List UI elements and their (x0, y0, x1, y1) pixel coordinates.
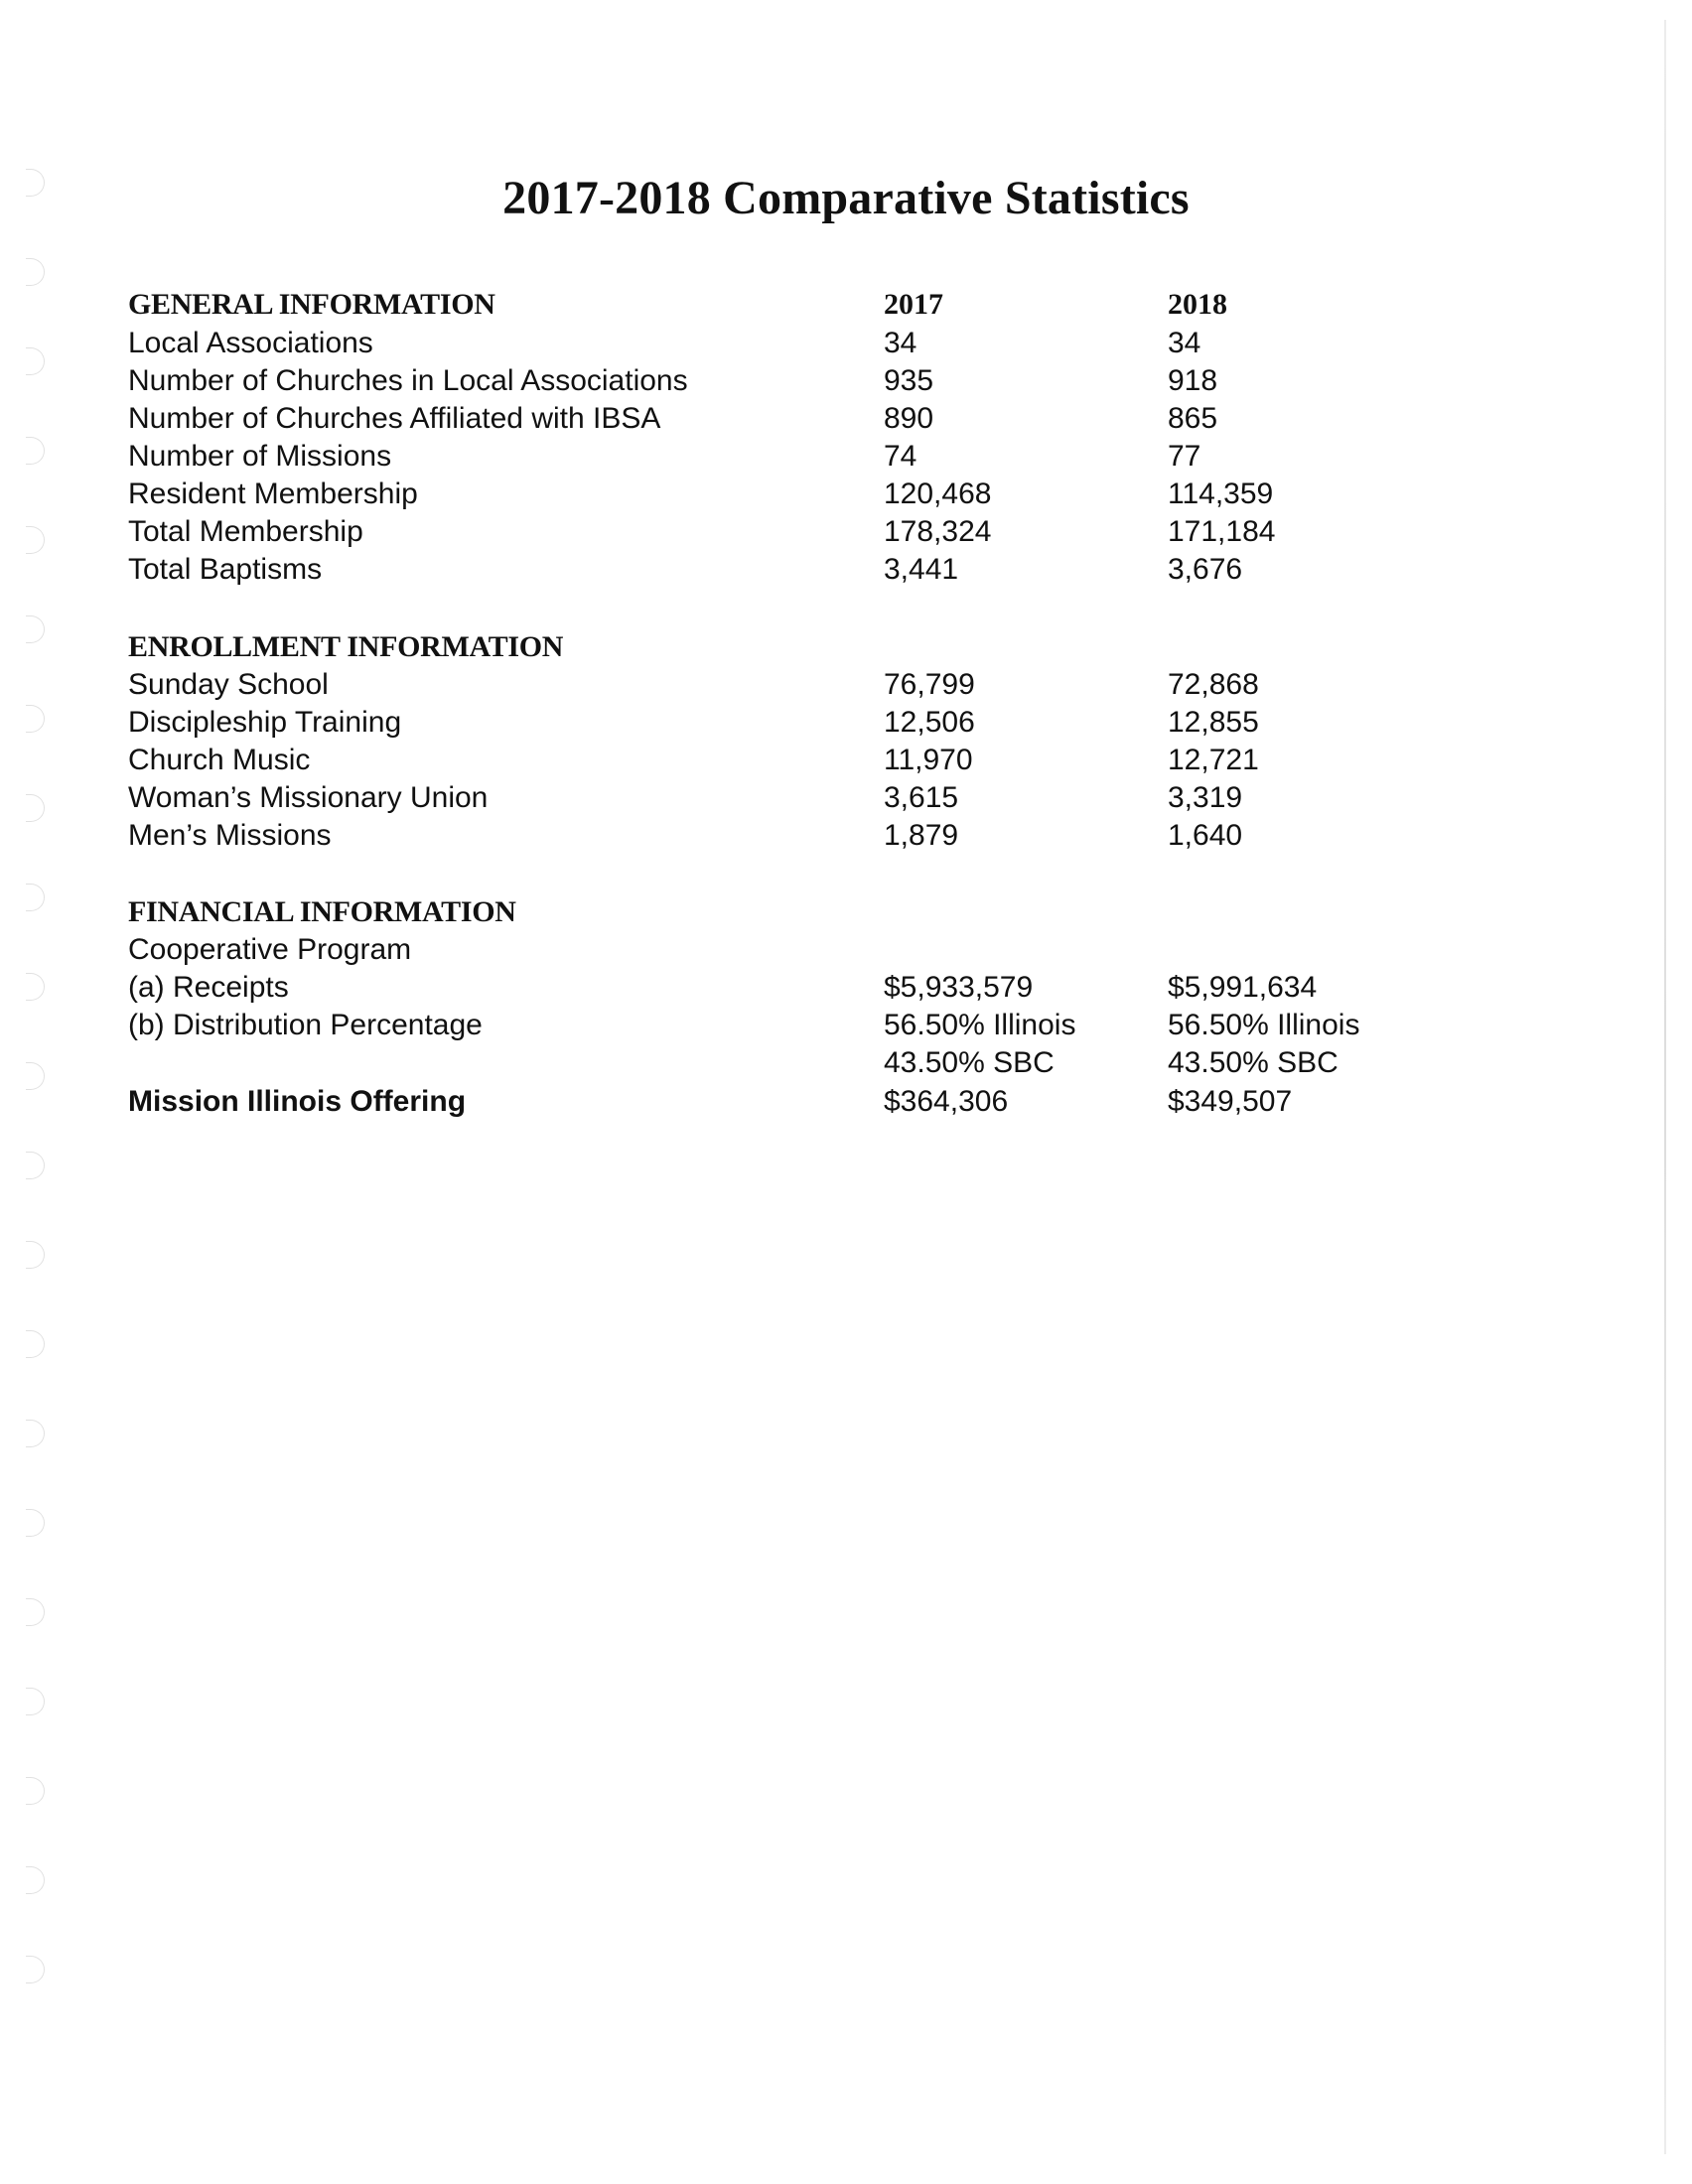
value-2017: 1,879 (884, 819, 959, 852)
row-label: (a) Receipts (128, 971, 289, 1004)
page-title: 2017-2018 Comparative Statistics (502, 172, 1190, 224)
table-row (0, 440, 1692, 478)
value-2018: 1,640 (1168, 819, 1243, 852)
table-row (0, 744, 1692, 781)
section-heading-enrollment: ENROLLMENT INFORMATION (128, 630, 564, 663)
value-2018: 114,359 (1168, 478, 1274, 510)
table-row (0, 933, 1692, 971)
punch-hole-mark (26, 1956, 45, 1983)
row-label: Number of Churches in Local Associations (128, 364, 688, 397)
punch-hole-mark (26, 1420, 45, 1447)
punch-hole-mark (26, 1509, 45, 1537)
table-row (0, 515, 1692, 553)
value-2018: $349,507 (1168, 1085, 1293, 1118)
punch-hole-mark (26, 884, 45, 911)
row-label: Church Music (128, 744, 311, 776)
row-label: Number of Missions (128, 440, 392, 473)
value-2018: 171,184 (1168, 515, 1276, 548)
value-2017: $364,306 (884, 1085, 1009, 1118)
value-2017: 3,441 (884, 553, 959, 586)
row-label: Mission Illinois Offering (128, 1085, 467, 1118)
table-row (0, 327, 1692, 364)
punch-hole-mark (26, 1688, 45, 1715)
punch-hole-mark (26, 1241, 45, 1269)
table-row (0, 364, 1692, 402)
value-2018: 12,721 (1168, 744, 1259, 776)
value-2018: 3,319 (1168, 781, 1243, 814)
value-2017: 120,468 (884, 478, 992, 510)
row-label: Local Associations (128, 327, 373, 359)
value-2017: 178,324 (884, 515, 992, 548)
value-2017: 43.50% SBC (884, 1046, 1055, 1079)
row-label: Discipleship Training (128, 706, 402, 739)
value-2018: 34 (1168, 327, 1201, 359)
value-2018: 72,868 (1168, 668, 1259, 701)
row-label: Number of Churches Affiliated with IBSA (128, 402, 661, 435)
value-2017: 74 (884, 440, 917, 473)
table-row (0, 1046, 1692, 1084)
value-2018: 12,855 (1168, 706, 1259, 739)
row-label: Resident Membership (128, 478, 418, 510)
value-2018: 3,676 (1168, 553, 1243, 586)
value-2017: 76,799 (884, 668, 975, 701)
table-row (0, 553, 1692, 591)
row-label: Sunday School (128, 668, 329, 701)
punch-hole-mark (26, 258, 45, 286)
column-header-2018: 2018 (1168, 288, 1227, 321)
table-row (0, 402, 1692, 440)
value-2018: 918 (1168, 364, 1218, 397)
row-label: Woman’s Missionary Union (128, 781, 489, 814)
value-2018: $5,991,634 (1168, 971, 1318, 1004)
table-row (0, 706, 1692, 744)
punch-hole-mark (26, 1777, 45, 1805)
column-header-2017: 2017 (884, 288, 943, 321)
table-row (0, 971, 1692, 1009)
value-2018: 77 (1168, 440, 1201, 473)
table-row (0, 668, 1692, 706)
row-label: Total Baptisms (128, 553, 323, 586)
value-2017: 3,615 (884, 781, 959, 814)
table-row (0, 1009, 1692, 1046)
value-2018: 865 (1168, 402, 1218, 435)
value-2017: 890 (884, 402, 934, 435)
punch-hole-mark (26, 1598, 45, 1626)
row-label: Men’s Missions (128, 819, 332, 852)
table-row (0, 478, 1692, 515)
value-2017: $5,933,579 (884, 971, 1034, 1004)
value-2018: 56.50% Illinois (1168, 1009, 1360, 1041)
punch-hole-mark (26, 615, 45, 643)
table-row (0, 1085, 1692, 1123)
row-label: Total Membership (128, 515, 363, 548)
table-row (0, 819, 1692, 857)
punch-hole-mark (26, 1866, 45, 1894)
row-label: (b) Distribution Percentage (128, 1009, 483, 1041)
value-2017: 11,970 (884, 744, 973, 776)
value-2017: 12,506 (884, 706, 975, 739)
value-2017: 34 (884, 327, 917, 359)
table-row (0, 781, 1692, 819)
section-heading-financial: FINANCIAL INFORMATION (128, 895, 516, 928)
value-2017: 56.50% Illinois (884, 1009, 1076, 1041)
punch-hole-mark (26, 1330, 45, 1358)
value-2017: 935 (884, 364, 934, 397)
section-heading-general: GENERAL INFORMATION (128, 288, 495, 321)
punch-hole-mark (26, 1152, 45, 1179)
row-label: Cooperative Program (128, 933, 412, 966)
value-2018: 43.50% SBC (1168, 1046, 1339, 1079)
